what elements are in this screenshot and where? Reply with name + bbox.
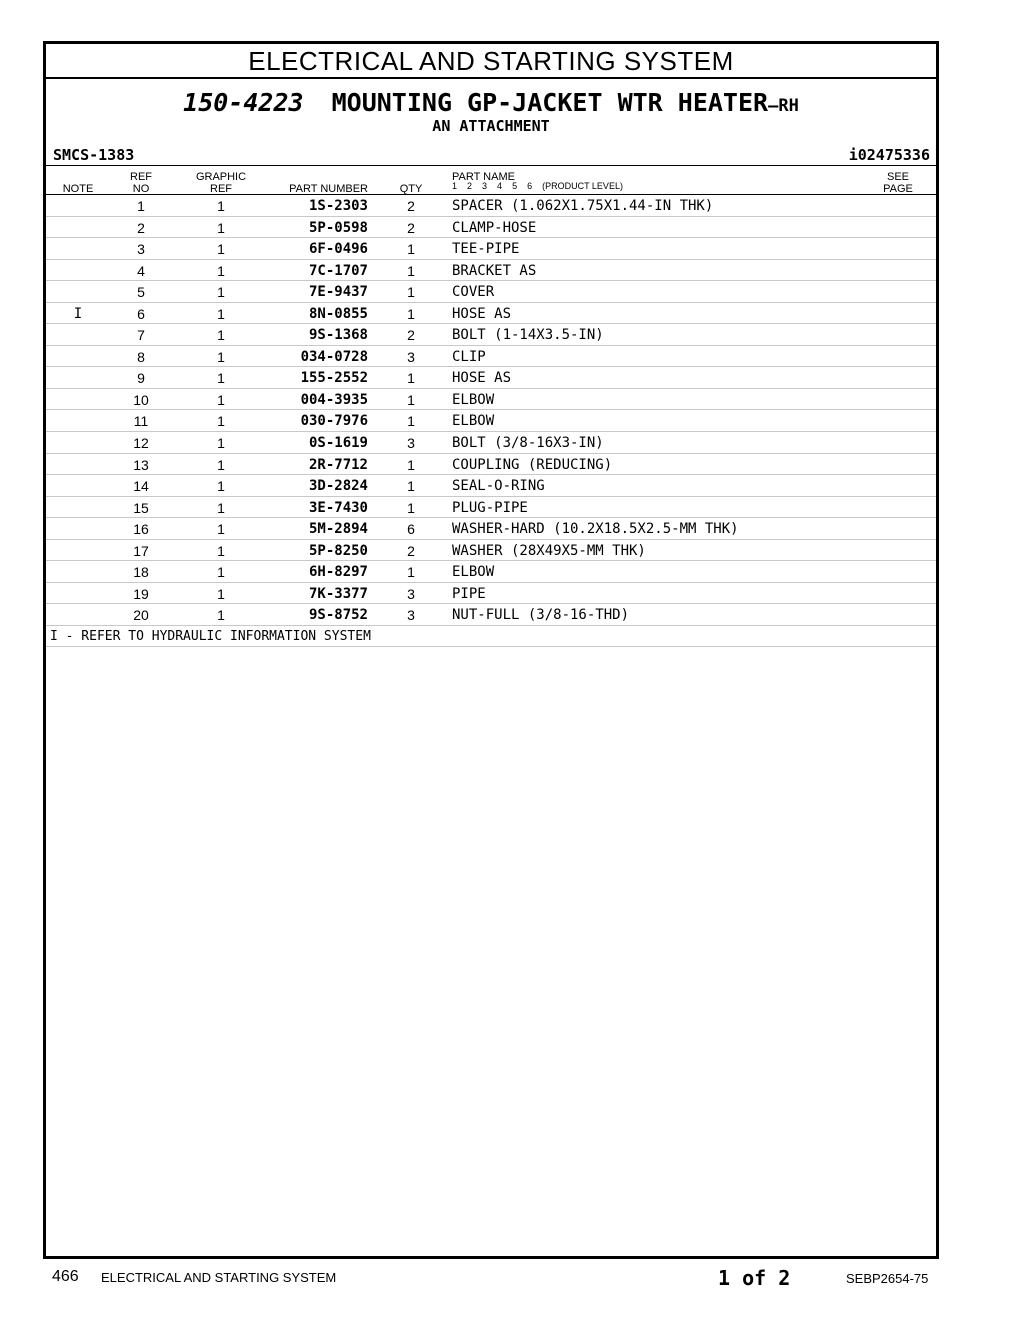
part-name: ELBOW bbox=[452, 564, 495, 581]
part-name: BRACKET AS bbox=[452, 262, 537, 279]
part-ref-no: 12 bbox=[133, 435, 149, 452]
part-ref-no: 9 bbox=[137, 370, 145, 387]
product-level-1: 1 bbox=[452, 181, 458, 191]
table-row bbox=[46, 324, 936, 346]
table-row bbox=[46, 475, 936, 497]
part-ref-no: 6 bbox=[137, 305, 145, 322]
part-ref-no: 2 bbox=[137, 219, 145, 236]
col-note: NOTE bbox=[62, 183, 94, 195]
part-qty: 2 bbox=[407, 219, 415, 236]
col-see-page bbox=[876, 171, 920, 195]
part-ref-no: 13 bbox=[133, 456, 149, 473]
page-frame bbox=[43, 41, 939, 1259]
part-number: 5P-8250 bbox=[308, 542, 368, 559]
part-number: 6F-0496 bbox=[308, 241, 368, 258]
part-name: PLUG-PIPE bbox=[452, 499, 528, 516]
part-graphic-ref: 1 bbox=[217, 241, 225, 258]
product-level-6: 6 bbox=[527, 181, 533, 191]
header-rule bbox=[46, 165, 936, 166]
parts-table bbox=[46, 195, 936, 647]
part-name: CLAMP-HOSE bbox=[452, 219, 537, 236]
table-row bbox=[46, 389, 936, 411]
part-qty: 1 bbox=[407, 413, 415, 430]
footer-page-number: 466 bbox=[52, 1268, 79, 1285]
part-number: 5P-0598 bbox=[308, 219, 368, 236]
table-row bbox=[46, 604, 936, 626]
part-name: BOLT (3/8-16X3-IN) bbox=[452, 435, 604, 452]
group-header bbox=[46, 88, 936, 117]
part-number: 3D-2824 bbox=[308, 478, 368, 495]
footnote-row bbox=[46, 626, 936, 648]
product-levels bbox=[452, 181, 633, 191]
part-qty: 6 bbox=[407, 521, 415, 538]
part-number: 6H-8297 bbox=[308, 564, 368, 581]
part-graphic-ref: 1 bbox=[217, 521, 225, 538]
group-number: 150-4223 bbox=[183, 88, 304, 117]
part-ref-no: 19 bbox=[133, 585, 149, 602]
part-number: 7K-3377 bbox=[308, 585, 368, 602]
section-title: ELECTRICAL AND STARTING SYSTEM bbox=[46, 44, 936, 79]
part-number: 3E-7430 bbox=[308, 499, 368, 516]
table-row bbox=[46, 195, 936, 217]
part-graphic-ref: 1 bbox=[217, 391, 225, 408]
part-name: COVER bbox=[452, 284, 495, 301]
part-qty: 1 bbox=[407, 262, 415, 279]
table-row bbox=[46, 260, 936, 282]
part-number: 8N-0855 bbox=[308, 305, 368, 322]
table-row bbox=[46, 561, 936, 583]
part-graphic-ref: 1 bbox=[217, 564, 225, 581]
part-graphic-ref: 1 bbox=[217, 262, 225, 279]
smcs-code: SMCS-1383 bbox=[53, 146, 135, 164]
part-graphic-ref: 1 bbox=[217, 348, 225, 365]
footer-doc-number: SEBP2654-75 bbox=[846, 1271, 929, 1286]
part-number: 9S-1368 bbox=[308, 327, 368, 344]
part-graphic-ref: 1 bbox=[217, 499, 225, 516]
part-qty: 1 bbox=[407, 391, 415, 408]
part-ref-no: 17 bbox=[133, 542, 149, 559]
part-graphic-ref: 1 bbox=[217, 219, 225, 236]
table-row bbox=[46, 583, 936, 605]
part-name: WASHER (28X49X5-MM THK) bbox=[452, 542, 646, 559]
part-qty: 1 bbox=[407, 305, 415, 322]
part-number: 2R-7712 bbox=[308, 456, 368, 473]
footer-page-of: 1 of 2 bbox=[718, 1266, 791, 1290]
part-qty: 1 bbox=[407, 564, 415, 581]
part-graphic-ref: 1 bbox=[217, 478, 225, 495]
part-number: 030-7976 bbox=[300, 413, 368, 430]
part-name: COUPLING (REDUCING) bbox=[452, 456, 613, 473]
part-number: 1S-2303 bbox=[308, 198, 368, 214]
part-graphic-ref: 1 bbox=[217, 607, 225, 624]
part-name: ELBOW bbox=[452, 413, 495, 430]
part-number: 9S-8752 bbox=[308, 607, 368, 624]
part-qty: 3 bbox=[407, 607, 415, 624]
part-number: 5M-2894 bbox=[308, 521, 368, 538]
table-row bbox=[46, 217, 936, 239]
col-ref-no-line1: REF bbox=[130, 171, 152, 183]
part-ref-no: 14 bbox=[133, 478, 149, 495]
part-graphic-ref: 1 bbox=[217, 370, 225, 387]
part-number: 7E-9437 bbox=[308, 284, 368, 301]
group-suffix: —RH bbox=[768, 96, 799, 116]
part-qty: 1 bbox=[407, 241, 415, 258]
table-row bbox=[46, 303, 936, 325]
footnote-text: I - REFER TO HYDRAULIC INFORMATION SYSTEM bbox=[50, 628, 371, 644]
product-level-label: (PRODUCT LEVEL) bbox=[542, 181, 623, 191]
part-name: HOSE AS bbox=[452, 305, 512, 322]
part-ref-no: 10 bbox=[133, 391, 149, 408]
part-note: I bbox=[73, 305, 83, 322]
part-name: PIPE bbox=[452, 585, 486, 602]
part-number: 034-0728 bbox=[300, 348, 368, 365]
part-ref-no: 15 bbox=[133, 499, 149, 516]
part-number: 0S-1619 bbox=[308, 435, 368, 452]
product-level-5: 5 bbox=[512, 181, 518, 191]
table-row bbox=[46, 238, 936, 260]
part-ref-no: 11 bbox=[133, 413, 149, 430]
part-number: 7C-1707 bbox=[308, 262, 368, 279]
footer-section: ELECTRICAL AND STARTING SYSTEM bbox=[101, 1270, 337, 1285]
part-ref-no: 3 bbox=[137, 241, 145, 258]
col-part-number: PART NUMBER bbox=[289, 183, 368, 195]
table-row bbox=[46, 346, 936, 368]
part-name: CLIP bbox=[452, 348, 486, 365]
table-row bbox=[46, 518, 936, 540]
part-qty: 2 bbox=[407, 198, 415, 214]
part-graphic-ref: 1 bbox=[217, 435, 225, 452]
part-ref-no: 20 bbox=[133, 607, 149, 624]
part-name: HOSE AS bbox=[452, 370, 512, 387]
product-level-3: 3 bbox=[482, 181, 488, 191]
part-qty: 2 bbox=[407, 327, 415, 344]
part-qty: 1 bbox=[407, 456, 415, 473]
part-graphic-ref: 1 bbox=[217, 542, 225, 559]
col-ref-no bbox=[116, 171, 166, 195]
col-graphic-ref bbox=[186, 171, 256, 195]
col-see-page-line2: PAGE bbox=[883, 183, 913, 195]
part-qty: 1 bbox=[407, 284, 415, 301]
part-qty: 1 bbox=[407, 499, 415, 516]
group-subtitle: AN ATTACHMENT bbox=[432, 117, 550, 135]
part-graphic-ref: 1 bbox=[217, 456, 225, 473]
table-row bbox=[46, 454, 936, 476]
col-part-name: PART NAME bbox=[452, 171, 515, 183]
part-graphic-ref: 1 bbox=[217, 585, 225, 602]
part-graphic-ref: 1 bbox=[217, 327, 225, 344]
part-name: NUT-FULL (3/8-16-THD) bbox=[452, 607, 630, 624]
part-graphic-ref: 1 bbox=[217, 284, 225, 301]
table-row bbox=[46, 410, 936, 432]
col-graphic-ref-line2: REF bbox=[210, 183, 232, 195]
part-qty: 1 bbox=[407, 478, 415, 495]
part-name: SEAL-O-RING bbox=[452, 478, 545, 495]
part-ref-no: 8 bbox=[137, 348, 145, 365]
part-qty: 3 bbox=[407, 585, 415, 602]
col-graphic-ref-line1: GRAPHIC bbox=[195, 171, 247, 183]
part-name: BOLT (1-14X3.5-IN) bbox=[452, 327, 604, 344]
part-ref-no: 5 bbox=[137, 284, 145, 301]
group-name: MOUNTING GP-JACKET WTR HEATER bbox=[331, 88, 769, 117]
part-ref-no: 7 bbox=[137, 327, 145, 344]
table-row bbox=[46, 367, 936, 389]
col-ref-no-line2: NO bbox=[132, 183, 150, 195]
part-ref-no: 1 bbox=[137, 198, 145, 214]
part-qty: 2 bbox=[407, 542, 415, 559]
part-qty: 3 bbox=[407, 348, 415, 365]
part-name: SPACER (1.062X1.75X1.44-IN THK) bbox=[452, 198, 714, 214]
part-number: 004-3935 bbox=[300, 391, 368, 408]
part-graphic-ref: 1 bbox=[217, 305, 225, 322]
part-name: WASHER-HARD (10.2X18.5X2.5-MM THK) bbox=[452, 521, 739, 538]
product-level-2: 2 bbox=[467, 181, 473, 191]
illustration-id: i02475336 bbox=[848, 146, 930, 164]
table-row bbox=[46, 540, 936, 562]
part-qty: 3 bbox=[407, 435, 415, 452]
part-qty: 1 bbox=[407, 370, 415, 387]
col-see-page-line1: SEE bbox=[886, 171, 909, 183]
part-name: TEE-PIPE bbox=[452, 241, 520, 258]
table-row bbox=[46, 497, 936, 519]
product-level-4: 4 bbox=[497, 181, 503, 191]
table-row bbox=[46, 281, 936, 303]
col-qty: QTY bbox=[399, 183, 423, 195]
part-ref-no: 18 bbox=[133, 564, 149, 581]
part-ref-no: 4 bbox=[137, 262, 145, 279]
table-row bbox=[46, 432, 936, 454]
part-number: 155-2552 bbox=[300, 370, 368, 387]
part-ref-no: 16 bbox=[133, 521, 149, 538]
part-graphic-ref: 1 bbox=[217, 198, 225, 214]
part-graphic-ref: 1 bbox=[217, 413, 225, 430]
part-name: ELBOW bbox=[452, 391, 495, 408]
